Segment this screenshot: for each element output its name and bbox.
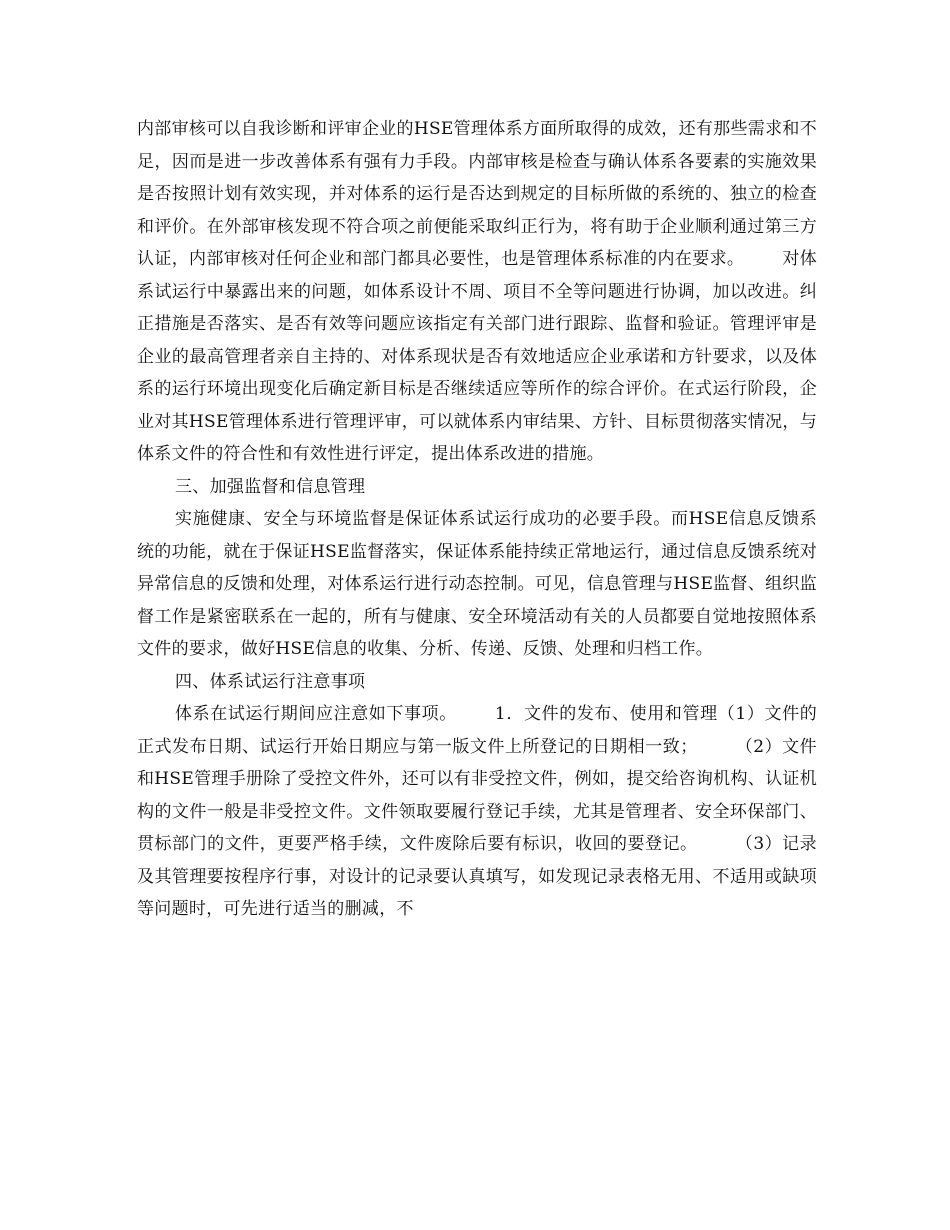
list-item: （1）文件的正式发布日期、试运行开始日期应与第一版文件上所登记的日期相一致； xyxy=(137,704,817,757)
paragraph-text: 内部审核可以自我诊断和评审企业的HSE管理体系方面所取得的成效，还有那些需求和不足，因而是进一步改善体系有强有力手段。内部审核是检查与确认体系各要素的实施效果是否按照计划有效实现，并对体系的运行是否达到规定的目标所做的系统的、独立的检查和评价。在外部审核发现不符合项之前便能采取纠正行为，将有助于企业顺利通过第三方认证，内部审核对任何企业和部门都具必要性，也是管理体系标准的内在要求。 xyxy=(137,119,817,269)
paragraph-internal-audit xyxy=(137,113,817,471)
section-heading-3: 三、加强监督和信息管理 xyxy=(175,476,366,497)
document-body xyxy=(137,113,817,926)
list-item: （3）记录及其管理要按程序行事，对设计的记录要认真填写，如发现记录表格无用、不适用或缺项等问题时，可先进行适当的删减，不 xyxy=(137,834,817,919)
paragraph-notes xyxy=(137,698,817,926)
paragraph-text: 体系在试运行期间应注意如下事项。 xyxy=(175,704,457,724)
list-item-heading: 1．文件的发布、使用和管理 xyxy=(494,704,718,724)
paragraph-text: 对体系试运行中暴露出来的问题，如体系设计不周、项目不全等问题进行协调，加以改进。纠正措施是否落实、是否有效等问题应该指定有关部门进行跟踪、监督和验证。管理评审是企业的最高管理者亲自主持的、对体系现状是否有效地适应企业承诺和方针要求，以及体系的运行环境出现变化后确定新目标是否继续适应等所作的综合评价。在式运行阶段，企业对其HSE管理体系进行管理评审，可以就体系内审结果、方针、目标贯彻落实情况，与体系文件的符合性和有效性进行评定，提出体系改进的措施。 xyxy=(137,249,817,464)
list-item: （2）文件和HSE管理手册除了受控文件外，还可以有非受控文件，例如，提交给咨询机构、认证机构的文件一般是非受控文件。文件领取要履行登记手续，尤其是管理者、安全环保部门、贯标部门的文件，更要严格手续，文件废除后要有标识，收回的要登记。 xyxy=(137,736,817,854)
paragraph-supervision: 实施健康、安全与环境监督是保证体系试运行成功的必要手段。而HSE信息反馈系统的功能，就在于保证HSE监督落实，保证体系能持续正常地运行，通过信息反馈系统对异常信息的反馈和处理，对体系运行进行动态控制。可见，信息管理与HSE监督、组织监督工作是紧密联系在一起的，所有与健康、安全环境活动有关的人员都要自觉地按照体系文件的要求，做好HSE信息的收集、分析、传递、反馈、处理和归档工作。 xyxy=(137,509,817,659)
section-heading-4: 四、体系试运行注意事项 xyxy=(175,671,366,692)
